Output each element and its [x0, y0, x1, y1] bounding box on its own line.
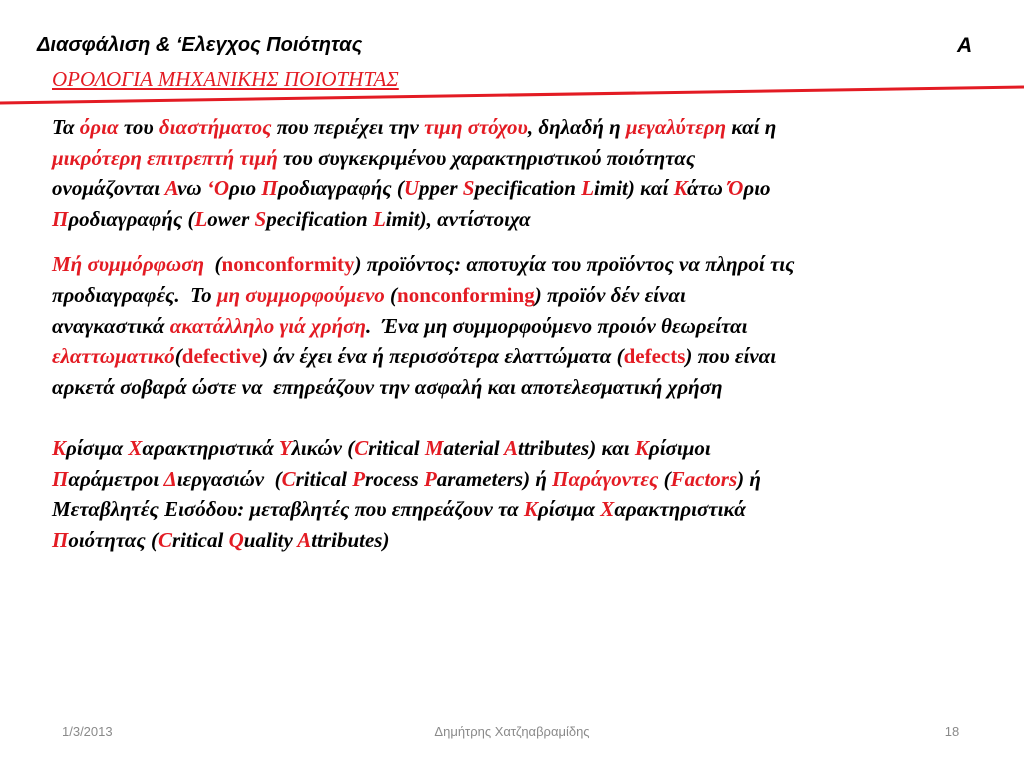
text-run: aterial: [443, 435, 504, 460]
text-run: ritical: [295, 466, 353, 491]
text-run: (: [174, 344, 182, 369]
paragraph: [52, 433, 992, 555]
text-run: του συγκεκριμένου χαρακτηριστικού ποιότητας: [277, 145, 696, 170]
highlighted-text-run: Υ: [278, 435, 292, 460]
text-run: ritical: [172, 527, 229, 552]
text-run: ttributes): [311, 527, 390, 552]
highlighted-text-run: Παράγοντες: [552, 466, 659, 491]
highlighted-text-run: όρια: [79, 115, 119, 139]
highlighted-text-run: P: [423, 466, 437, 491]
text-run: νω: [177, 176, 207, 201]
text-run: αρακτηριστικά: [142, 435, 279, 460]
highlighted-text-run: L: [581, 176, 595, 201]
text-line: [52, 311, 992, 342]
highlighted-text-run: Q: [228, 527, 244, 552]
highlighted-text-run: Κ: [673, 176, 687, 201]
text-run: (: [658, 466, 671, 491]
text-run: αρακτηριστικά: [614, 497, 746, 522]
highlighted-text-run: μικρότερη επιτρεπτή τιμή: [52, 145, 278, 170]
text-run: ιεργασιών (: [176, 466, 282, 491]
footer-author: Δημήτρης Χατζηαβραμίδης: [434, 724, 590, 739]
highlighted-text-run: P: [352, 466, 366, 491]
text-run: pper: [419, 176, 463, 201]
highlighted-text-run: μη συμμορφούμενο: [216, 282, 385, 307]
highlighted-text-run: C: [281, 466, 296, 491]
highlighted-text-run: Π: [52, 466, 69, 491]
text-run: ριο: [743, 176, 771, 201]
text-run: ) προϊόν δέν είναι: [534, 282, 686, 307]
highlighted-text-run: Κ: [523, 497, 538, 522]
paragraph: [52, 249, 992, 402]
highlighted-text-run: Χ: [128, 435, 143, 460]
highlighted-text-run: Ό: [728, 176, 744, 201]
highlighted-text-run: M: [424, 435, 444, 460]
highlighted-text-run: Π: [261, 176, 278, 201]
highlighted-text-run: μεγαλύτερη: [625, 115, 727, 139]
highlighted-text-run: Π: [52, 206, 69, 231]
text-run: άτω: [686, 176, 729, 201]
text-run: ρίσιμα: [66, 435, 129, 460]
text-run: αρκετά σοβαρά ώστε να επηρεάζουν την ασφαλή και αποτελεσματική χρήση: [52, 374, 723, 399]
highlighted-text-run: ελαττωματικό: [52, 344, 175, 369]
slide-body: [52, 112, 992, 555]
highlighted-text-run: defective: [181, 344, 262, 369]
highlighted-text-run: C: [157, 527, 172, 552]
text-run: ονομάζονται: [52, 176, 165, 201]
slide-header-title: Διασφάλιση & ‘Ελεγχος Ποιότητας: [37, 34, 363, 56]
text-run: λικών (: [291, 435, 355, 460]
text-run: προδιαγραφές. Το: [52, 282, 217, 307]
footer-page-number: 18: [944, 724, 960, 739]
text-run: , δηλαδή η: [527, 115, 626, 139]
text-run: ower: [207, 206, 255, 231]
text-line: [52, 464, 992, 495]
highlighted-text-run: L: [194, 206, 208, 231]
highlighted-text-run: Δ: [163, 466, 177, 491]
footer-date: 1/3/2013: [62, 724, 113, 739]
text-run: ρίσιμοι: [648, 435, 711, 460]
highlighted-text-run: Κ: [52, 435, 67, 460]
text-run: Μεταβλητές Εισόδου: μεταβλητές που επηρεάζουν τα: [52, 497, 524, 522]
text-line: [52, 341, 992, 372]
text-run: pecification: [266, 206, 373, 231]
text-run: . Ένα μη συμμορφούμενο προιόν θεωρείται: [365, 313, 748, 338]
highlighted-text-run: τιμη στόχου: [424, 115, 528, 139]
text-run: ttributes) και: [518, 435, 635, 460]
highlighted-text-run: ‘Ο: [206, 176, 229, 201]
text-line: [52, 204, 992, 235]
highlighted-text-run: C: [354, 435, 369, 460]
text-run: (: [384, 282, 398, 307]
text-run: του: [118, 115, 159, 139]
text-run: ροδιαγραφής (: [68, 206, 195, 231]
text-run: ριο: [229, 176, 262, 201]
text-run: ροδιαγραφής (: [277, 176, 404, 201]
text-run: ) ή: [737, 466, 761, 491]
text-run: αναγκαστικά: [52, 313, 170, 338]
highlighted-text-run: Factors: [670, 466, 738, 491]
slide-header-mark: A: [957, 34, 973, 57]
text-run: αράμετροι: [68, 466, 164, 491]
highlighted-text-run: U: [403, 176, 420, 201]
highlighted-text-run: defects: [623, 344, 686, 369]
text-run: (: [204, 252, 222, 277]
text-line: [52, 433, 992, 464]
text-line: [52, 249, 992, 280]
text-run: ρίσιμα: [537, 497, 601, 522]
text-run: imit), αντίστοιχα: [385, 206, 531, 231]
slide-subtitle: ΟΡΟΛΟΓΙΑ ΜΗΧΑΝΙΚΗΣ ΠΟΙΟΤΗΤΑΣ: [52, 67, 399, 91]
text-run: που περιέχει την: [271, 115, 425, 139]
text-line: [52, 280, 992, 311]
highlighted-text-run: Κ: [634, 435, 649, 460]
highlighted-text-run: διαστήματος: [158, 115, 272, 139]
highlighted-text-run: S: [254, 206, 267, 231]
highlighted-text-run: Μή συμμόρφωση: [52, 252, 205, 277]
highlighted-text-run: nonconforming: [397, 282, 535, 307]
text-line: [52, 494, 992, 525]
text-line: [52, 112, 992, 143]
highlighted-text-run: S: [462, 176, 475, 201]
text-run: ritical: [368, 435, 425, 460]
text-run: imit) καί: [594, 176, 674, 201]
text-run: ) προϊόντος: αποτυχία του προϊόντος να πληροί τις: [354, 252, 795, 277]
text-run: καί η: [726, 115, 777, 139]
text-line: [52, 143, 992, 174]
text-run: rocess: [365, 466, 424, 491]
text-run: ) άν έχει ένα ή περισσότερα ελαττώματα (: [261, 344, 624, 369]
highlighted-text-run: A: [297, 527, 312, 552]
text-run: οιότητας (: [68, 527, 158, 552]
highlighted-text-run: Χ: [600, 497, 615, 522]
text-line: [52, 173, 992, 204]
text-line: [52, 372, 992, 403]
highlighted-text-run: Α: [164, 176, 178, 201]
highlighted-text-run: L: [372, 206, 386, 231]
text-line: [52, 525, 992, 556]
highlighted-text-run: Π: [52, 527, 69, 552]
text-run: ) που είναι: [685, 344, 777, 369]
text-run: uality: [243, 527, 298, 552]
paragraph: [52, 112, 992, 234]
highlighted-text-run: ακατάλληλο γιά χρήση: [169, 313, 366, 338]
text-run: pecification: [474, 176, 582, 201]
highlighted-text-run: A: [504, 435, 519, 460]
text-run: arameters) ή: [436, 466, 553, 491]
highlighted-text-run: nonconformity: [221, 252, 355, 277]
text-run: Τα: [52, 115, 80, 139]
